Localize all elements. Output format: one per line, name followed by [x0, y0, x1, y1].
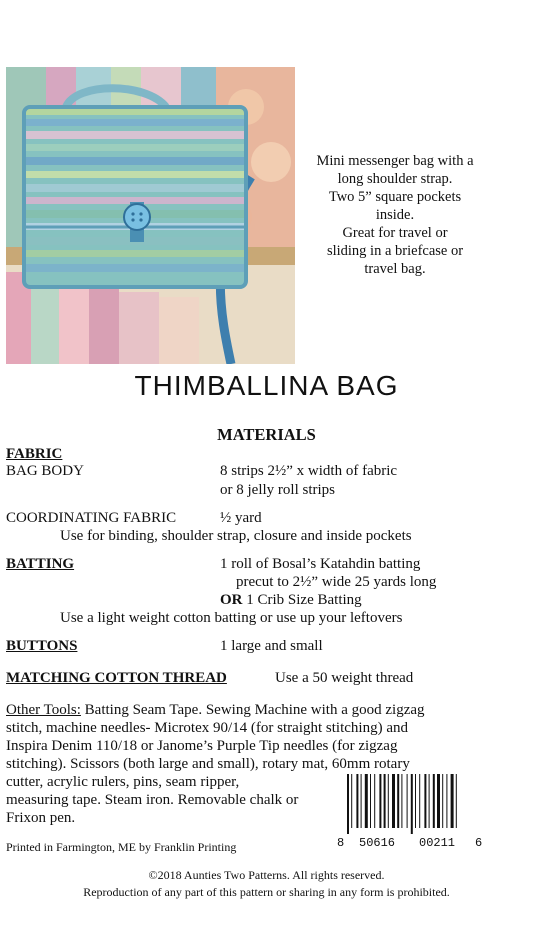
bag-body-value-alt: or 8 jelly roll strips: [220, 482, 335, 498]
other-tools-line: [6, 701, 425, 719]
barcode-bar: [415, 774, 416, 828]
barcode-bar: [351, 774, 352, 828]
barcode-digit: 8: [337, 836, 345, 850]
barcode-digit: 6: [475, 836, 483, 850]
barcode-bar: [384, 774, 386, 828]
batting-line: 1 roll of Bosal’s Katahdin batting: [220, 556, 421, 572]
batting-heading: BATTING: [6, 556, 75, 572]
barcode-bar: [451, 774, 454, 828]
barcode-bar: [429, 774, 430, 828]
barcode-bar: [347, 774, 349, 834]
description-line: travel bag.: [364, 261, 426, 277]
thread-heading: MATCHING COTTON THREAD: [6, 670, 227, 686]
barcode-bar: [446, 774, 447, 828]
barcode: [337, 774, 483, 850]
barcode-bar: [442, 774, 443, 828]
fabric-heading: FABRIC: [6, 446, 63, 462]
reproduction-notice: Reproduction of any part of this pattern or sharing in any form is prohibited.: [83, 885, 450, 899]
buttons-heading: BUTTONS: [6, 638, 78, 654]
barcode-digits: 00211: [419, 836, 456, 850]
batting-line: precut to 2½” wide 25 yards long: [236, 574, 437, 590]
printed-by: Printed in Farmington, ME by Franklin Printing: [6, 840, 237, 854]
other-tools-line: stitching). Scissors (both large and small), rotary mat, 60mm rotary: [6, 756, 410, 772]
description-line: inside.: [375, 207, 415, 223]
barcode-bar: [379, 774, 381, 828]
buttons-value: 1 large and small: [220, 638, 323, 654]
description-line: sliding in a briefcase or: [326, 243, 464, 259]
other-tools-text: Batting Seam Tape. Sewing Machine with a good zigzag: [80, 702, 425, 718]
materials-heading: MATERIALS: [217, 425, 316, 444]
barcode-bar: [374, 774, 375, 828]
barcode-bar: [411, 774, 413, 834]
product-photo: [6, 67, 295, 364]
other-tools-line: stitch, machine needles- Microtex 90/14 (for straight stitching) and: [6, 720, 408, 736]
description-line: Two 5” square pockets: [328, 189, 462, 205]
barcode-bar: [401, 774, 402, 828]
or-word: OR: [220, 592, 243, 608]
barcode-bar: [361, 774, 362, 828]
barcode-bars: [345, 774, 481, 834]
coordinating-fabric-use: Use for binding, shoulder strap, closure and inside pockets: [60, 528, 412, 544]
barcode-bar: [437, 774, 440, 828]
barcode-bar: [388, 774, 389, 828]
copyright: ©2018 Aunties Two Patterns. All rights reserved.: [148, 868, 385, 882]
description-line: Great for travel or: [342, 225, 448, 241]
pattern-title: THIMBALLINA BAG: [134, 370, 399, 401]
other-tools-label: Other Tools:: [6, 702, 81, 718]
product-description: [300, 152, 490, 278]
barcode-bar: [392, 774, 395, 828]
coordinating-fabric-value: ½ yard: [220, 510, 262, 526]
barcode-bar: [397, 774, 399, 828]
description-line: Mini messenger bag with a: [316, 153, 474, 169]
batting-alt-text: 1 Crib Size Batting: [242, 592, 362, 608]
bag-body-label: BAG BODY: [6, 463, 84, 479]
other-tools-line: Frixon pen.: [6, 810, 76, 826]
barcode-bar: [433, 774, 435, 828]
barcode-bar: [365, 774, 368, 828]
barcode-bar: [407, 774, 408, 828]
thread-value: Use a 50 weight thread: [275, 670, 414, 686]
coordinating-fabric-label: COORDINATING FABRIC: [6, 510, 177, 526]
description-line: long shoulder strap.: [337, 171, 453, 187]
other-tools-line: Inspira Denim 110/18 or Janome’s Purple Tip needles (for zigzag: [6, 738, 398, 754]
bag-illustration: [6, 67, 295, 364]
barcode-digits: 50616: [359, 836, 396, 850]
batting-note: Use a light weight cotton batting or use up your leftovers: [60, 610, 403, 626]
barcode-bar: [419, 774, 420, 828]
barcode-bar: [456, 774, 457, 828]
other-tools-line: cutter, acrylic rulers, pins, seam ripper,: [6, 774, 240, 790]
barcode-bar: [370, 774, 371, 828]
barcode-bar: [356, 774, 358, 828]
batting-alternative: [220, 591, 362, 609]
other-tools-line: measuring tape. Steam iron. Removable chalk or: [6, 792, 299, 808]
barcode-bar: [424, 774, 426, 828]
bag-body-value: 8 strips 2½” x width of fabric: [220, 463, 398, 479]
